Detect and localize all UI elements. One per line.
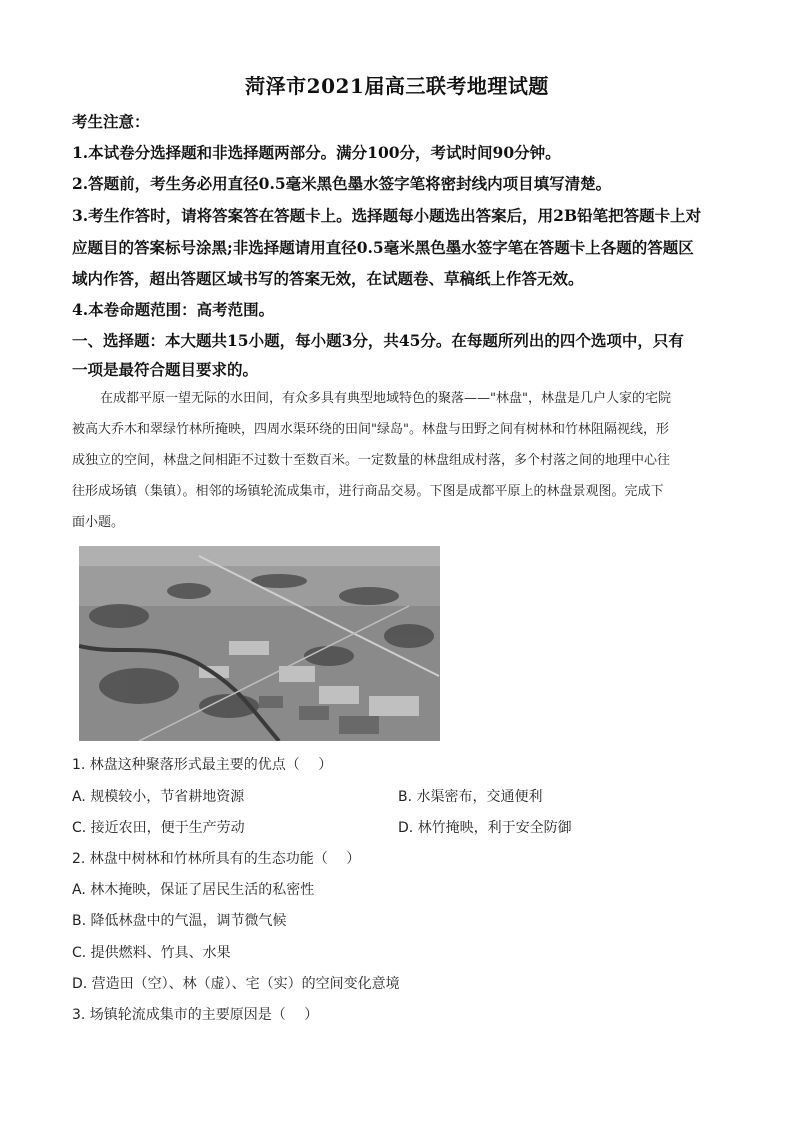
reading-passage [72, 383, 722, 538]
passage-line: 往形成场镇（集镇）。相邻的场镇轮流成集市，进行商品交易。下图是成都平原上的林盘景观图。完成下 [72, 484, 664, 499]
question-1-option-a[interactable]: A. 规模较小，节省耕地资源 [72, 789, 245, 805]
passage-line: 被高大乔木和翠绿竹林所掩映，四周水渠环绕的田间"绿岛"。林盘与田野之间有树林和竹林阻隔视线，形 [72, 422, 669, 437]
question-2-stem: 2. 林盘中树林和竹林所具有的生态功能（ ） [72, 851, 361, 867]
question-3-stem: 3. 场镇轮流成集市的主要原因是（ ） [72, 1007, 319, 1023]
question-1-stem: 1. 林盘这种聚落形式最主要的优点（ ） [72, 757, 333, 773]
question-2-option-d[interactable]: D. 营造田（空）、林（虚）、宅（实）的空间变化意境 [72, 976, 400, 992]
notice-item: 3.考生作答时，请将答案答在答题卡上。选择题每小题选出答案后，用2B铅笔把答题卡上对 [72, 206, 702, 225]
notice-item: 域内作答，超出答题区域书写的答案无效，在试题卷、草稿纸上作答无效。 [72, 269, 584, 288]
question-1-option-d[interactable]: D. 林竹掩映，利于安全防御 [398, 820, 572, 836]
question-1-option-b[interactable]: B. 水渠密布，交通便利 [398, 789, 543, 805]
linpan-landscape-photo [79, 546, 440, 741]
notice-item: 1.本试卷分选择题和非选择题两部分。满分100分，考试时间90分钟。 [72, 143, 561, 162]
passage-line: 在成都平原一望无际的水田间，有众多具有典型地域特色的聚落——"林盘"，林盘是几户人家的宅院 [100, 391, 671, 406]
notice-heading: 考生注意： [72, 112, 150, 131]
question-2-option-a[interactable]: A. 林木掩映，保证了居民生活的私密性 [72, 882, 315, 898]
question-1-option-c[interactable]: C. 接近农田，便于生产劳动 [72, 820, 245, 836]
section-heading: 一、选择题：本大题共15小题，每小题3分，共45分。在每题所列出的四个选项中，只有 [72, 331, 684, 350]
passage-line: 成独立的空间，林盘之间相距不过数十至数百米。一定数量的林盘组成村落，多个村落之间的地理中心往 [72, 453, 671, 468]
passage-line: 面小题。 [72, 515, 125, 530]
notice-item: 应题目的答案标号涂黑;非选择题请用直径0.5毫米黑色墨水签字笔在答题卡上各题的答题区 [72, 238, 694, 257]
notice-item: 4.本卷命题范围：高考范围。 [72, 300, 275, 319]
exam-title: 菏泽市2021届高三联考地理试题 [245, 74, 549, 98]
section-heading-cont: 一项是最符合题目要求的。 [72, 360, 259, 379]
notice-item: 2.答题前，考生务必用直径0.5毫米黑色墨水签字笔将密封线内项目填写清楚。 [72, 174, 612, 193]
question-2-option-c[interactable]: C. 提供燃料、竹具、水果 [72, 945, 231, 961]
question-2-option-b[interactable]: B. 降低林盘中的气温，调节微气候 [72, 913, 287, 929]
